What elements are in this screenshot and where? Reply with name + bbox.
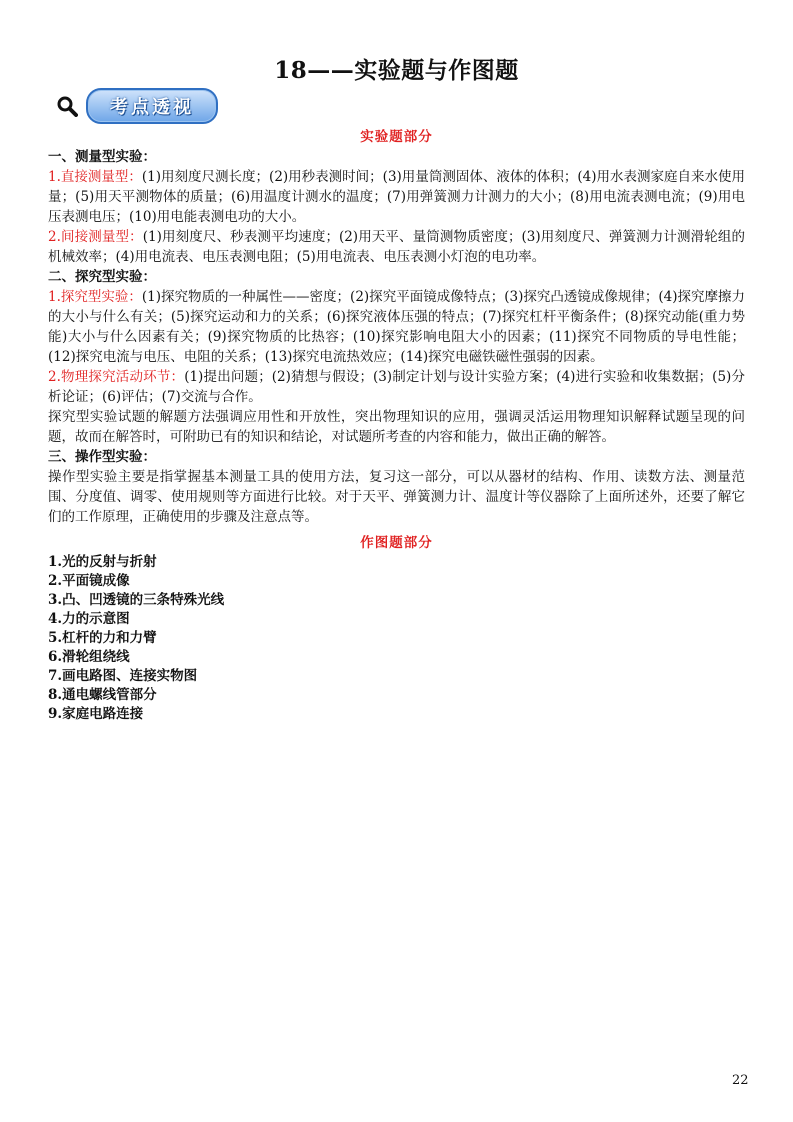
list-item: 1.光的反射与折射 (48, 554, 157, 570)
magnifier-icon (56, 95, 78, 117)
list-item: 6.滑轮组绕线 (48, 649, 130, 665)
direct-measurement-label: 1.直接测量型： (48, 169, 142, 185)
drawing-list (48, 553, 745, 724)
inquiry-steps-text: (1)提出问题；(2)猜想与假设；(3)制定计划与设计实验方案；(4)进行实验和收集数据；(5)分析论证；(6)评估；(7)交流与合作。 (48, 369, 745, 405)
list-item: 8.通电螺线管部分 (48, 687, 157, 703)
measurement-heading: 一、测量型实验： (48, 149, 156, 165)
list-item: 2.平面镜成像 (48, 573, 130, 589)
topic-badge: 考点透视 (86, 88, 218, 124)
inquiry-heading: 二、探究型实验： (48, 269, 156, 285)
experiments-section-title: 实验题部分 (360, 129, 433, 145)
inquiry-type-paragraph (48, 287, 745, 367)
list-item: 7.画电路图、连接实物图 (48, 668, 198, 684)
operation-paragraph: 操作型实验主要是指掌握基本测量工具的使用方法，复习这一部分，可以从器材的结构、作用、读数方法、测量范围、分度值、调零、使用规则等方面进行比较。对于天平、弹簧测力计、温度计等仪器除了上面所述外，还要了解它们的工作原理，正确使用的步骤及注意点等。 (48, 469, 745, 525)
list-item: 9.家庭电路连接 (48, 706, 144, 722)
page-number: 22 (732, 1073, 749, 1088)
inquiry-type-text: (1)探究物质的一种属性——密度；(2)探究平面镜成像特点；(3)探究凸透镜成像规律；(4)探究摩擦力的大小与什么有关；(5)探究运动和力的关系；(6)探究液体压强的特点；(7)探究杠杆平衡条件；(8)探究动能(重力势能)大小与什么因素有关；(9)探究物质的比热容；(10)探究影响电阻大小的因素；(11)探究不同物质的导电性能；(12)探究电流与电压、电阻的关系；(13)探究电流热效应；(14)探究电磁铁磁性强弱的因素。 (48, 289, 745, 365)
inquiry-method-paragraph: 探究型实验试题的解题方法强调应用性和开放性，突出物理知识的应用，强调灵活运用物理知识解释试题呈现的问题，故而在解答时，可附助已有的知识和结论，对试题所考查的内容和能力，做出正确的解答。 (48, 409, 745, 445)
page-title: 18——实验题与作图题 (274, 57, 519, 84)
inquiry-steps-paragraph (48, 367, 745, 407)
indirect-measurement-paragraph (48, 227, 745, 267)
direct-measurement-text: (1)用刻度尺测长度；(2)用秒表测时间；(3)用量筒测固体、液体的体积；(4)用水表测家庭自来水使用量；(5)用天平测物体的质量；(6)用温度计测水的温度；(7)用弹簧测力计测力的大小；(8)用电流表测电流；(9)用电压表测电压；(10)用电能表测电功的大小。 (48, 169, 745, 225)
document-page (48, 52, 745, 724)
list-item: 4.力的示意图 (48, 611, 130, 627)
list-item: 5.杠杆的力和力臂 (48, 630, 157, 646)
inquiry-type-label: 1.探究型实验： (48, 289, 142, 305)
inquiry-steps-label: 2.物理探究活动环节： (48, 369, 185, 385)
drawing-section-title: 作图题部分 (360, 535, 433, 551)
indirect-measurement-text: (1)用刻度尺、秒表测平均速度；(2)用天平、量筒测物质密度；(3)用刻度尺、弹簧测力计测滑轮组的机械效率；(4)用电流表、电压表测电阻；(5)用电流表、电压表测小灯泡的电功率。 (48, 229, 745, 265)
badge-row (56, 91, 745, 121)
operation-heading: 三、操作型实验： (48, 449, 156, 465)
direct-measurement-paragraph (48, 167, 745, 227)
indirect-measurement-label: 2.间接测量型： (48, 229, 143, 245)
list-item: 3.凸、凹透镜的三条特殊光线 (48, 592, 225, 608)
